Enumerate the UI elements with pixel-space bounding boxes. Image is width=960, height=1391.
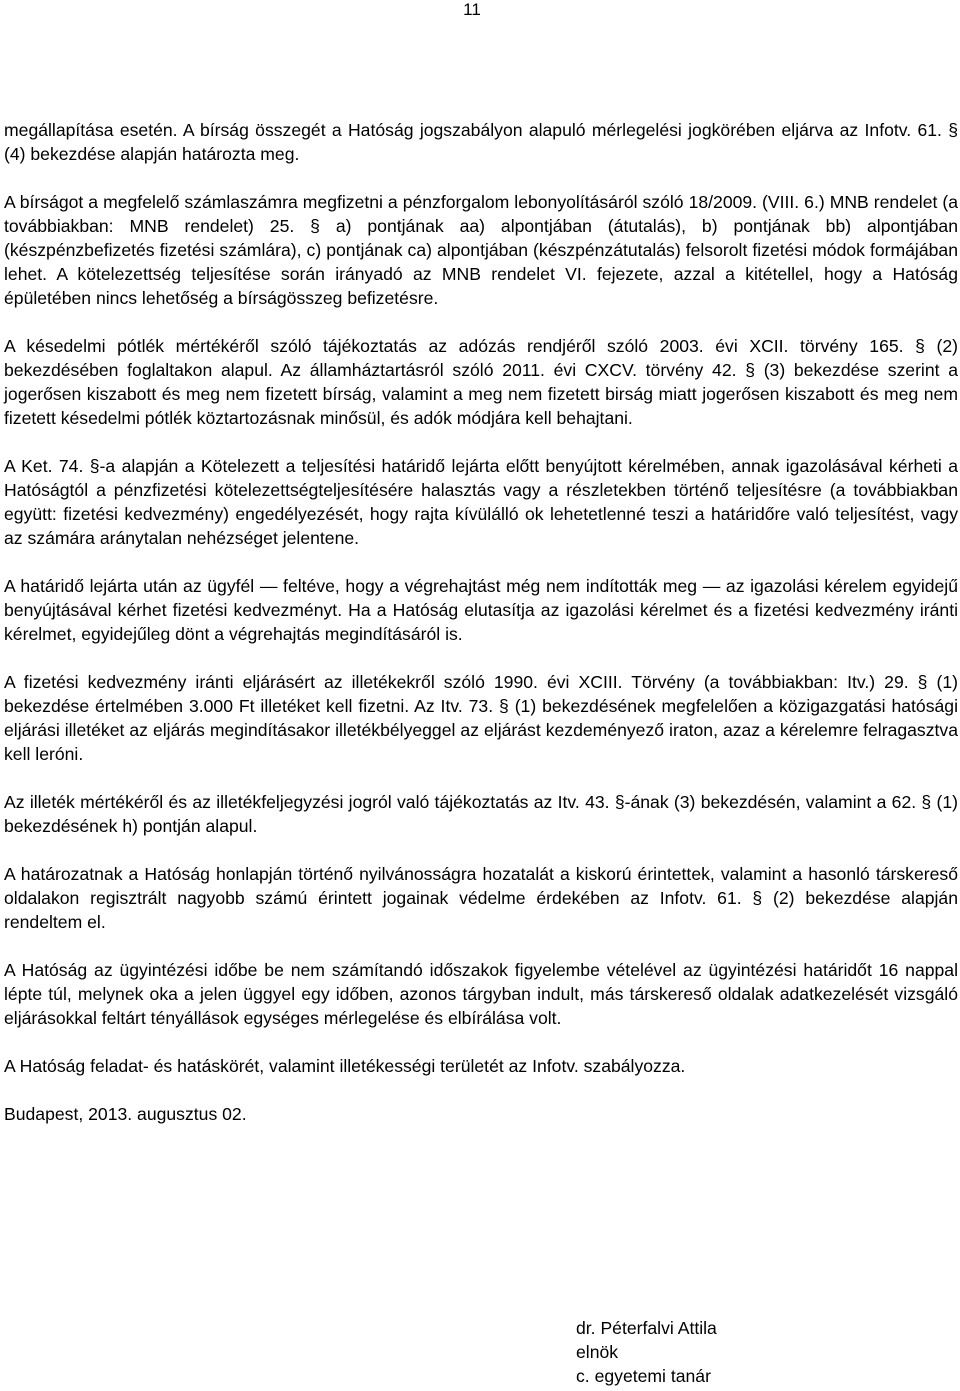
paragraph-after-deadline: A határidő lejárta után az ügyfél — feltéve, hogy a végrehajtást még nem indították meg — az igazolási kérelem egyidejű benyújtásával kérhet fizetési kedvezményt. Ha a Hatóság elutasítja az igazolási kérelmet és a fizetési kedvezmény iránti kérelmet, egyidejűleg dönt a végrehajtás megindításáról is. [4, 576, 958, 644]
signatory-name: dr. Péterfalvi Attila [576, 1318, 717, 1338]
paragraph-payment-relief-request: A Ket. 74. §-a alapján a Kötelezett a teljesítési határidő lejárta előtt benyújtott kérelmében, annak igazolásával kérheti a Hatóságtól a pénzfizetési kötelezettségteljesítésére halasztás vagy a részletekben történő teljesítésre (a továbbiakban együtt: fizetési kedvezmény) engedélyezését, hogy rajta kívülálló ok lehetetlenné teszi a határidőre való teljesítést, vagy az számára aránytalan nehézséget jelentene. [4, 456, 958, 548]
signatory-role: elnök [576, 1342, 619, 1362]
paragraph-procedural-fee: A fizetési kedvezmény iránti eljárásért az illetékekről szóló 1990. évi XCIII. Törvény (a továbbiakban: Itv.) 29. § (1) bekezdése értelmében 3.000 Ft illetéket kell fizetni. Az Itv. 73. § (1) bekezdésének megfelelően a közigazgatási hatósági eljárási illetéket az eljárás megindításakor illetékbélyeggel az eljárást kezdeményező iraton, azaz a kérelemre felragasztva kell leróni. [4, 672, 958, 764]
page-number: 11 [463, 0, 481, 19]
signatory-title: c. egyetemi tanár [576, 1366, 711, 1386]
paragraph-deadline-overrun: A Hatóság az ügyintézési időbe be nem számítandó időszakok figyelembe vételével az ügyintézési határidőt 16 nappal lépte túl, melynek oka a jelen üggyel egy időben, azonos tárgyban indult, más társkereső oldalak adatkezelését vizsgáló eljárásokkal feltárt tényállások egységes mérlegelése és elbírálása volt. [4, 960, 958, 1028]
place-and-date: Budapest, 2013. augusztus 02. [4, 1104, 247, 1124]
paragraph-fee-legal-basis: Az illeték mértékéről és az illetékfeljegyzési jogról való tájékoztatás az Itv. 43. §-ának (3) bekezdésén, valamint a 62. § (1) bekezdésének h) pontján alapul. [4, 792, 958, 836]
paragraph-fine-assessment: megállapítása esetén. A bírság összegét a Hatóság jogszabályon alapuló mérlegelési jogkörében eljárva az Infotv. 61. § (4) bekezdése alapján határozta meg. [4, 120, 958, 164]
signature-block [576, 1316, 936, 1388]
paragraph-publication: A határozatnak a Hatóság honlapján történő nyilvánosságra hozatalát a kiskorú érintettek, valamint a hasonló társkereső oldalakon regisztrált nagyobb számú érintett jogainak védelme érdekében az Infotv. 61. § (2) bekezdése alapján rendeltem el. [4, 864, 958, 932]
paragraph-payment-method: A bírságot a megfelelő számlaszámra megfizetni a pénzforgalom lebonyolításáról szóló 18/2009. (VIII. 6.) MNB rendelet (a továbbiakban: MNB rendelet) 25. § a) pontjának aa) alpontjában (átutalás), b) pontjának bb) alpontjában (készpénzbefizetés fizetési számlára), c) pontjának ca) alpontjában (készpénzátutalás) felsorolt fizetési módok formájában lehet. A kötelezettség teljesítése során irányadó az MNB rendelet VI. fejezete, azzal a kitétellel, hogy a Hatóság épületében nincs lehetőség a bírságösszeg befizetésre. [4, 192, 958, 308]
document-body [4, 118, 958, 1150]
paragraph-competence: A Hatóság feladat- és hatáskörét, valamint illetékességi területét az Infotv. szabályozza. [4, 1056, 686, 1076]
paragraph-late-fee: A késedelmi pótlék mértékéről szóló tájékoztatás az adózás rendjéről szóló 2003. évi XCII. törvény 165. § (2) bekezdésében foglaltakon alapul. Az államháztartásról szóló 2011. évi CXCV. törvény 42. § (3) bekezdése szerint a jogerősen kiszabott és meg nem fizetett bírság, valamint a meg nem fizetett birság miatt jogerősen kiszabott és meg nem fizetett késedelmi pótlék köztartozásnak minősül, és adók módjára kell behajtani. [4, 336, 958, 428]
